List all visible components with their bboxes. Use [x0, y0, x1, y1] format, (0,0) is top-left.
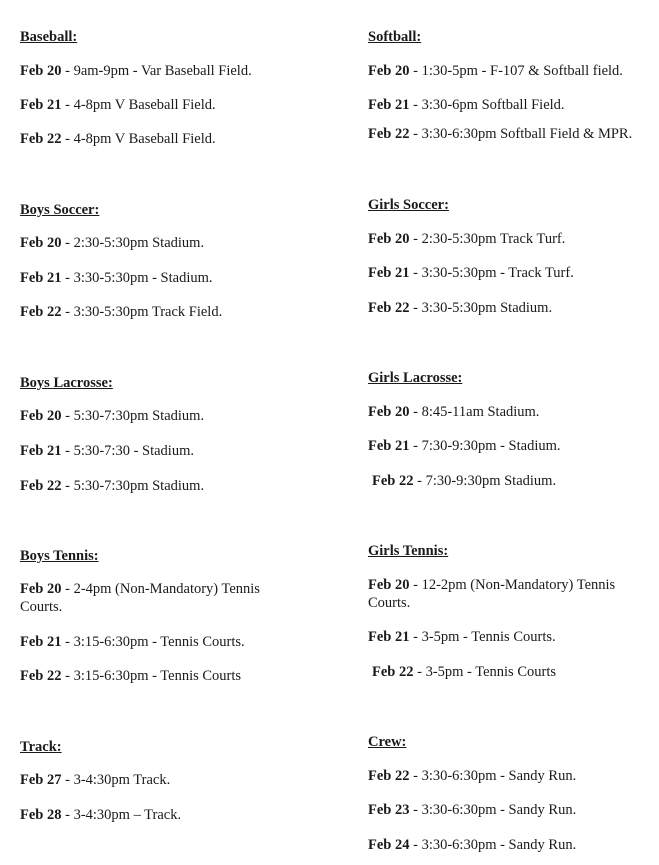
entry-text: - 3:30-6:30pm Softball Field & MPR.: [409, 126, 633, 142]
entry-text: - 5:30-7:30pm Stadium.: [61, 478, 205, 494]
entry-text: - 2:30-5:30pm Track Turf.: [409, 231, 566, 247]
entry-text: - 5:30-7:30 - Stadium.: [61, 443, 194, 459]
schedule-entry: [20, 442, 300, 460]
entry-text: - 2-4pm (Non-Mandatory) Tennis Courts.: [20, 581, 260, 615]
schedule-entry: [20, 130, 300, 148]
section-heading: Track:: [20, 739, 62, 755]
entry-date: Feb 21: [20, 270, 62, 286]
entry-text: - 8:45-11am Stadium.: [409, 404, 540, 420]
schedule-entry: [20, 667, 300, 685]
schedule-entry: [368, 62, 650, 80]
boys-lacrosse-section: [20, 374, 300, 494]
entry-date: Feb 21: [368, 265, 410, 281]
entry-text: - 3:30-6:30pm - Sandy Run.: [409, 768, 577, 784]
softball-section: [368, 28, 650, 142]
boys-soccer-section: [20, 201, 300, 320]
schedule-entry: [20, 96, 300, 114]
entry-date: Feb 21: [20, 97, 62, 113]
section-heading: Girls Lacrosse:: [368, 370, 463, 386]
schedule-entry: [20, 234, 300, 252]
entry-text: - 3-4:30pm Track.: [61, 772, 171, 788]
section-heading: Boys Soccer:: [20, 202, 100, 218]
schedule-entry: [368, 403, 650, 421]
entry-text: - 12-2pm (Non-Mandatory) Tennis Courts.: [368, 577, 616, 611]
entry-text: - 2:30-5:30pm Stadium.: [61, 235, 205, 251]
entry-text: - 3-5pm - Tennis Courts: [413, 664, 556, 680]
schedule-entry: [368, 125, 650, 143]
girls-lacrosse-section: [368, 369, 650, 489]
crew-section: [368, 733, 650, 853]
entry-text: - 3:30-5:30pm Stadium.: [409, 300, 553, 316]
entry-date: Feb 23: [368, 802, 410, 818]
schedule-entry: [20, 269, 300, 287]
entry-text: - 7:30-9:30pm - Stadium.: [409, 438, 561, 454]
schedule-entry: [368, 299, 650, 317]
entry-text: - 3:30-6:30pm - Sandy Run.: [409, 837, 577, 853]
schedule-entry: [372, 472, 654, 490]
entry-date: Feb 22: [20, 668, 62, 684]
section-heading: Crew:: [368, 734, 407, 750]
entry-text: - 5:30-7:30pm Stadium.: [61, 408, 205, 424]
entry-text: - 4-8pm V Baseball Field.: [61, 97, 216, 113]
entry-text: - 7:30-9:30pm Stadium.: [413, 473, 557, 489]
section-heading: Softball:: [368, 29, 422, 45]
entry-date: Feb 22: [372, 664, 414, 680]
schedule-entry: [20, 407, 300, 425]
section-heading: Girls Soccer:: [368, 197, 449, 213]
entry-date: Feb 22: [372, 473, 414, 489]
entry-text: - 4-8pm V Baseball Field.: [61, 131, 216, 147]
girls-soccer-section: [368, 196, 650, 316]
schedule-entry: [20, 477, 300, 495]
schedule-entry: [372, 663, 654, 681]
entry-text: - 3:15-6:30pm - Tennis Courts.: [61, 634, 245, 650]
entry-date: Feb 21: [368, 629, 410, 645]
entry-date: Feb 20: [368, 63, 410, 79]
entry-text: - 3-5pm - Tennis Courts.: [409, 629, 556, 645]
schedule-entry: [368, 264, 650, 282]
entry-date: Feb 21: [368, 438, 410, 454]
entry-date: Feb 24: [368, 837, 410, 853]
entry-date: Feb 21: [20, 634, 62, 650]
entry-text: - 3:15-6:30pm - Tennis Courts: [61, 668, 242, 684]
baseball-section: [20, 28, 300, 147]
section-heading: Baseball:: [20, 29, 78, 45]
schedule-entry: [368, 576, 650, 612]
entry-text: - 1:30-5pm - F-107 & Softball field.: [409, 63, 623, 79]
entry-date: Feb 20: [20, 235, 62, 251]
track-section: [20, 738, 300, 823]
entry-date: Feb 20: [368, 577, 410, 593]
boys-tennis-section: [20, 547, 300, 684]
entry-date: Feb 22: [368, 126, 410, 142]
entry-text: - 3:30-5:30pm - Track Turf.: [409, 265, 574, 281]
entry-date: Feb 28: [20, 807, 62, 823]
schedule-entry: [368, 96, 650, 114]
entry-date: Feb 22: [368, 768, 410, 784]
entry-date: Feb 21: [368, 97, 410, 113]
entry-date: Feb 20: [368, 231, 410, 247]
schedule-entry: [368, 836, 650, 854]
entry-date: Feb 20: [20, 63, 62, 79]
schedule-entry: [20, 580, 300, 616]
entry-text: - 3:30-5:30pm Track Field.: [61, 304, 223, 320]
entry-text: - 9am-9pm - Var Baseball Field.: [61, 63, 252, 79]
schedule-entry: [368, 801, 650, 819]
section-heading: Boys Lacrosse:: [20, 375, 113, 391]
schedule-entry: [368, 628, 650, 646]
entry-date: Feb 22: [20, 478, 62, 494]
entry-date: Feb 20: [20, 581, 62, 597]
schedule-entry: [368, 230, 650, 248]
schedule-entry: [368, 767, 650, 785]
schedule-entry: [20, 633, 300, 651]
entry-text: - 3-4:30pm – Track.: [61, 807, 182, 823]
entry-text: - 3:30-6pm Softball Field.: [409, 97, 565, 113]
schedule-entry: [20, 771, 300, 789]
schedule-entry: [20, 62, 300, 80]
entry-date: Feb 22: [20, 304, 62, 320]
entry-date: Feb 27: [20, 772, 62, 788]
entry-date: Feb 21: [20, 443, 62, 459]
schedule-entry: [20, 806, 300, 824]
entry-text: - 3:30-6:30pm - Sandy Run.: [409, 802, 577, 818]
entry-date: Feb 20: [20, 408, 62, 424]
schedule-entry: [368, 437, 650, 455]
entry-date: Feb 22: [20, 131, 62, 147]
entry-text: - 3:30-5:30pm - Stadium.: [61, 270, 213, 286]
section-heading: Girls Tennis:: [368, 543, 449, 559]
girls-tennis-section: [368, 542, 650, 680]
schedule-entry: [20, 303, 300, 321]
entry-date: Feb 22: [368, 300, 410, 316]
section-heading: Boys Tennis:: [20, 548, 99, 564]
entry-date: Feb 20: [368, 404, 410, 420]
